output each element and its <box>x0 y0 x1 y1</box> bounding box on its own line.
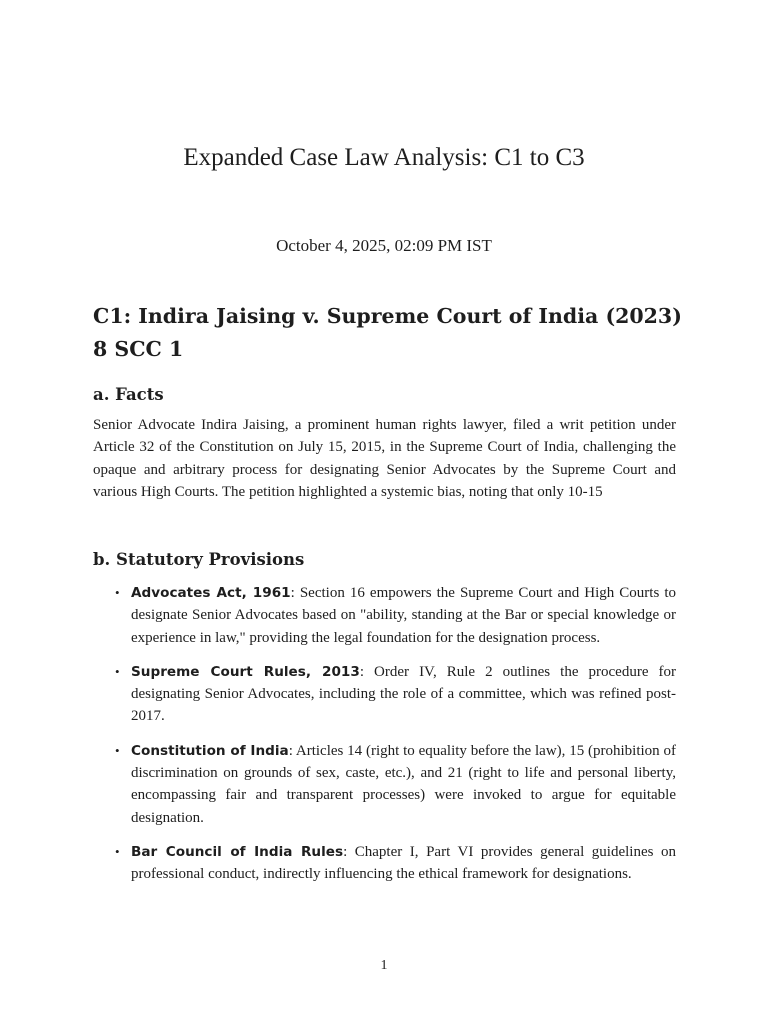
document-date: October 4, 2025, 02:09 PM IST <box>276 236 492 255</box>
bullet-icon: • <box>115 585 120 600</box>
list-item <box>93 740 676 829</box>
provision-text: : Section 16 empowers the Supreme Court and High Courts to designate Senior Advocates based on "ability, standing at the Bar or special knowledge or experience in law," providing the legal foundation for the designation process. <box>131 585 676 646</box>
provision-term: Supreme Court Rules, 2013 <box>131 663 360 680</box>
facts-heading: a. Facts <box>93 385 164 404</box>
bullet-icon: • <box>115 742 120 758</box>
list-item <box>93 582 676 649</box>
case-heading: C1: Indira Jaising v. Supreme Court of India (2023) 8 SCC 1 <box>93 304 682 361</box>
provision-term: Advocates Act, 1961 <box>131 585 291 601</box>
statutory-provisions-list <box>93 582 676 898</box>
provision-text: : Chapter I, Part VI provides general guidelines on professional conduct, indirectly influencing the ethical framework for designations. <box>131 843 676 883</box>
provision-term: Constitution of India <box>131 742 289 759</box>
bullet-icon: • <box>115 843 120 859</box>
provision-text: : Order IV, Rule 2 outlines the procedure for designating Senior Advocates, including the role of a committee, which was refined post-2017. <box>131 663 676 725</box>
page-number: 1 <box>380 958 388 973</box>
provision-text: : Articles 14 (right to equality before the law), 15 (prohibition of discrimination on grounds of sex, caste, etc.), and 21 (right to life and personal liberty, encompassing fair and transparent processes) were invoked to argue for equitable designation. <box>131 742 676 826</box>
list-item <box>93 841 676 886</box>
list-item <box>93 661 676 728</box>
facts-paragraph: Senior Advocate Indira Jaising, a prominent human rights lawyer, filed a writ petition under Article 32 of the Constitution on July 15, 2015, in the Supreme Court of India, challenging the opaque and arbitrary process for designating Senior Advocates by the Supreme Court and various High Courts. The petition highlighted a systemic bias, noting that only 10-15 <box>93 417 676 500</box>
provision-term: Bar Council of India Rules <box>131 843 344 860</box>
document-title: Expanded Case Law Analysis: C1 to C3 <box>183 144 585 171</box>
statutory-provisions-heading: b. Statutory Provisions <box>93 550 305 569</box>
bullet-icon: • <box>115 663 120 679</box>
